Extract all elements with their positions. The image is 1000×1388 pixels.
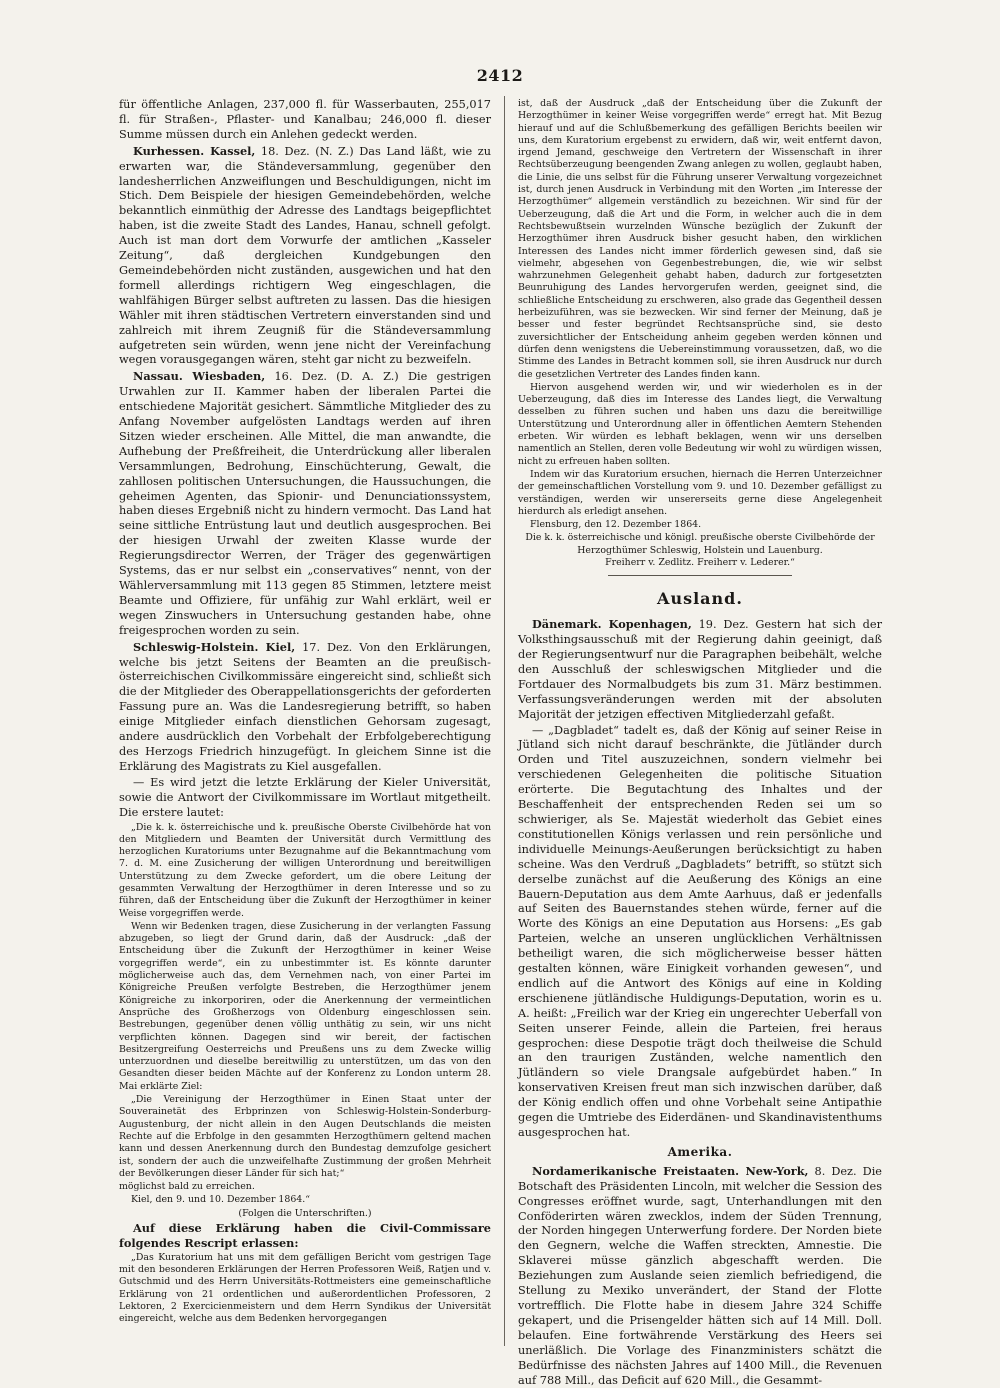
quote-university-3: „Die Vereinigung der Herzogthümer in Einen Staat unter der Souverainetät des Erbprinzen von Schleswig-Holstein-Sonderburg-Augustenburg, der nicht allein in den Augen Deutschlands die meisten Rechte auf die Erbfolge in den gesammten Herzogthümern geltend machen kann und dessen Anerkennung durch den Bundestag demzufolge gesichert ist, sondern der auch die unzweifelhafte Zustimmung der großen Mehrheit der Bevölkerungen dieser Länder für sich hat;“ (119, 1094, 491, 1179)
article-nassau-text: 16. Dez. (D. A. Z.) Die gestrigen Urwahlen zur II. Kammer haben der liberalen Partei die entschiedene Majorität gesichert. Sämmtliche Mitglieder des zu Anfang November aufgelösten Landtags werden auf ihren Sitzen wieder erscheinen. Alle Mittel, die man anwandte, die Aufhebung der Preßfreiheit, die Unterdrückung aller liberalen Versammlungen, Bedrohung, Einschüchterung, Gewalt, die zahllosen politischen Untersuchungen, die Haussuchungen, die geheimen Agenten, das Spionir- und Denunciationssystem, haben dieses Ergebniß nicht zu hindern vermocht. Das Land hat seine sittliche Entrüstung laut und deutlich ausgesprochen. Bei der hiesigen Urwahl der zweiten Klasse wurde der Regierungsdirector Werren, der Träger des gegenwärtigen Systems, das er nur selbst ein „conservatives“ nennt, von der Wählerversammlung mit 113 gegen 85 Stimmen, letztere meist Beamte und Offiziere, für unfähig zur Wahl erklärt, weil er wegen Zinswuchers in Untersuchung gestanden habe, ohne freigesprochen worden zu sein. (119, 370, 492, 637)
dateline-kurhessen: Kurhessen. Kassel, (133, 143, 256, 158)
rescript-date: Flensburg, den 12. Dezember 1864. (530, 519, 702, 531)
rescript-signature-names: Freiherr v. Zedlitz. Freiherr v. Lederer.“ (605, 556, 795, 568)
article-nordamerika-text: 8. Dez. Die Botschaft des Präsidenten Lincoln, mit welcher die Session des Congresses eröffnet wurde, sagt, Unterhandlungen mit den Conföderirten wären zwecklos, indem der Süden Trennung, der Norden hingegen Unterwerfung fordere. Der Norden biete den Gegnern, welche die Waffen streckten, Amnestie. Die Sklaverei müsse gänzlich abgeschafft werden. Die Beziehungen zum Auslande seien ziemlich befriedigend, die Stellung zu Mexiko unverändert, der Stand der Flotte vortrefflich. Die Flotte habe in diesem Jahre 324 Schiffe gekapert, und die Prisengelder hätten sich auf 14 Mill. Doll. belaufen. Eine fortwährende Verstärkung des Heers sei unerläßlich. Die Vorlage des Finanzministers schätzt die Bedürfnisse des nächsten Jahres auf 1400 Mill., die Revenuen auf 788 Mill., das Deficit auf 620 Mill., die Gesammt- (518, 1164, 882, 1387)
rescript-part-3: Hiervon ausgehend werden wir, und wir wiederholen es in der Ueberzeugung, daß dies im Interesse des Landes liegt, die Verwaltung desselben zu führen suchen und haben uns dazu die bereitwillige Unterstützung und Unterordnung aller in öffentlichen Aemtern Stehenden erbeten. Wir würden es lebhaft beklagen, wenn wir uns derselben namentlich an Stellen, deren volle Bedeutung wir wohl zu würdigen wissen, nicht zu erfreuen haben sollten. (518, 381, 882, 467)
paragraph-rescript-intro: Auf diese Erklärung haben die Civil-Commissare folgendes Rescript erlassen: (119, 1221, 491, 1250)
dateline-schleswig-holstein: Schleswig-Holstein. Kiel, (133, 639, 296, 654)
rescript-signature-authority: Die k. k. österreichische und königl. preußische oberste Civilbehörde der Herzogthümer Schleswig, Holstein und Lauenburg. (525, 532, 875, 556)
rescript-part-2: ist, daß der Ausdruck „daß der Entscheidung über die Zukunft der Herzogthümer in keiner Weise vorgegriffen werde“ erregt hat. Mit Bezug hierauf und auf die Schlußbemerkung des gefälligen Berichts beeilen wir uns, dem Kuratorium ergebenst zu erwidern, daß wir, weit entfernt davon, irgend Jemand, geschweige den Vertretern der Wissenschaft in ihrer Rechtsüberzeugung beengenden Zwang anlegen zu wollen, geglaubt haben, die Linie, die uns selbst für die Führung unserer Verwaltung vorgezeichnet ist, durch jenen Ausdruck in Verbindung mit den Worten „im Interesse der Herzogthümer“ allgemein verständlich zu bezeichnen. Wir sind für der Ueberzeugung, daß die Art und die Form, in welcher auch die in dem Rechtsbewußtsein wurzelnden Wünsche bezüglich der Zukunft der Herzogthümer ihren Ausdruck bisher gesucht haben, den wirklichen Interessen des Landes nicht immer förderlich gewesen sind, daß sie vielmehr, abgesehen von Gegenbestrebungen, die, wie wir selbst wahrzunehmen Gelegenheit gehabt haben, dadurch zur fortgesetzten Beunruhigung des Landes hervorgerufen werden, geeignet sind, die schließliche Entscheidung zu erschweren, also grade das Gegentheil dessen herbeizuführen, was sie bezwecken. Wir sind ferner der Meinung, daß je besser und fester begründet Rechtsansprüche sind, sie desto zuversichtlicher der Entscheidung anheim gegeben werden können und dürfen denn wenigstens die Uebereinstimmung voraussetzen, daß, wo die Stimme des Landes in Betracht kommen soll, sie ihren Ausdruck nur durch die gesetzlichen Vertreter des Landes finden kann. (518, 98, 882, 380)
section-heading-ausland: Ausland. (657, 589, 743, 609)
dateline-daenemark: Dänemark. Kopenhagen, (532, 617, 692, 632)
article-kurhessen-text: 18. Dez. (N. Z.) Das Land läßt, wie zu erwarten war, die Ständeversammlung, gegenüber den landesherrlichen Anzweiflungen und Beschuldigungen, nicht im Stich. Dem Beispiele der hiesigen Gemeindebehörden, welche bekanntlich einmüthig der Adresse des Landtags beigepflichtet haben, ist die zweite Stadt des Landes, Hanau, schnell gefolgt. Auch ist man dort dem Vorwurfe der amtlichen „Kasseler Zeitung“, daß dergleichen Kundgebungen den Gemeindebehörden nicht zuständen, ausgewichen und hat den formell allerdings richtigern Weg eingeschlagen, die wahlfähigen Bürger selbst auftreten zu lassen. Das die hiesigen Wähler mit ihren städtischen Vertretern einverstanden sind und zahlreich mit ihrem Zeugniß für die Ständeversammlung aufgetreten sein würden, wenn jene nicht der Vereinfachung wegen vorausgegangen wären, steht gar nicht zu bezweifeln. (119, 144, 491, 367)
page-number: 2412 (476, 66, 524, 85)
quote-university-date: Kiel, den 9. und 10. Dezember 1864.“ (131, 1194, 311, 1206)
divider-rule (608, 575, 792, 576)
article-daenemark (518, 617, 882, 722)
rescript-part-1: „Das Kuratorium hat uns mit dem gefälligen Bericht vom gestrigen Tage mit den besonderen Erklärungen der Herren Professoren Weiß, Ratjen und v. Gutschmid und des Herrn Universitäts-Rottmeisters eine gemeinschaftliche Erklärung von 21 ordentlichen und außerordentlichen Professoren, 2 Lektoren, 2 Exercicienmeistern und dem Herrn Syndikus der Universität eingereicht, welche aus dem Bedenken hervorgegangen (119, 1251, 491, 1325)
article-kurhessen (119, 144, 491, 369)
rescript-part-4: Indem wir das Kuratorium ersuchen, hiernach die Herren Unterzeichner der gemeinschaftlichen Vorstellung vom 9. und 10. Dezember gefälligst zu verständigen, werden wir unsererseits gerne diese Angelegenheit hierdurch als erledigt ansehen. (518, 468, 882, 517)
article-schleswig-text: 17. Dez. Von den Erklärungen, welche bis jetzt Seitens der Beamten an die preußisch-österreichischen Civilkommissäre eingereicht sind, schließt sich die der Mitglieder des Oberappellationsgerichts der geforderten Fassung pure an. Was die Landesregierung betrifft, so haben einige Mitglieder einfach dienstlichen Gehorsam zugesagt, andere ausdrücklich den Vorbehalt der Erbfolgeberechtigung des Herzogs Friedrich hinzugefügt. In gleichem Sinne ist die Erklärung des Magistrats zu Kiel ausgefallen. (119, 640, 491, 773)
article-nordamerika (518, 1164, 882, 1388)
quote-university-2: Wenn wir Bedenken tragen, diese Zusicherung in der verlangten Fassung abzugeben, so liegt der Grund darin, daß der Ausdruck: „daß der Entscheidung über die Zukunft der Herzogthümer in keiner Weise vorgegriffen werde“, ein zu unbestimmter ist. Es könnte darunter möglicherweise auch das, dem Vernehmen nach, von einer Partei im Königreiche Preußen verfolgte Bestreben, die Herzogthümer jenem Königreiche zu inkorporiren, oder die Anerkennung der vermeintlichen Ansprüche des Großherzogs von Oldenburg eingeschlossen sein. Bestrebungen, gegenüber denen völlig unthätig zu sein, wir uns nicht verpflichten können. Dagegen sind wir bereit, der factischen Besitzergreifung Oesterreichs und Preußens uns zu dem Zwecke willig unterzuordnen und dieselbe bereitwillig zu unterstützen, um das von den Gesandten dieser beiden Mächte auf der Konferenz zu London unterm 28. Mai erklärte Ziel: (119, 920, 491, 1092)
quote-university-1: „Die k. k. österreichische und k. preußische Oberste Civilbehörde hat von den Mitgliedern und Beamten der Universität durch Vermittlung des herzoglichen Kuratoriums unter Bezugnahme auf die Bekanntmachung vom 7. d. M. eine Zusicherung der willigen Unterordnung und bereitwilligen Unterstützung zu dem Zwecke gefordert, um die obere Leitung der gesammten Verwaltung der Herzogthümer in deren Interesse und so zu führen, daß der Entscheidung über die Zukunft der Herzogthümer in keiner Weise vorgegriffen werde. (119, 821, 491, 919)
quote-university-4: möglichst bald zu erreichen. (119, 1181, 255, 1193)
dateline-nassau: Nassau. Wiesbaden, (133, 369, 266, 384)
section-heading-amerika: Amerika. (667, 1144, 733, 1159)
dateline-nordamerika: Nordamerikanische Freistaaten. New-York, (532, 1163, 809, 1178)
article-schleswig-holstein (119, 640, 491, 775)
article-daenemark-text: 19. Dez. Gestern hat sich der Volksthingsausschuß mit der Regierung dahin geeinigt, daß der Regierungsentwurf nur die Paragraphen beibehält, welche den Ausschluß der schleswigschen Mitglieder und die Fortdauer des Normalbudgets bis zum 31. März bestimmen. Verfassungsveränderungen werden mit der absoluten Majorität der jetzigen effectiven Mitgliederzahl gefaßt. (518, 618, 882, 721)
article-nassau (119, 369, 491, 638)
paragraph-budget: für öffentliche Anlagen, 237,000 fl. für Wasserbauten, 255,017 fl. für Straßen-, Pflaster- und Kanalbau; 246,000 fl. dieser Summe müssen durch ein Anlehen gedeckt werden. (119, 98, 491, 141)
column-divider (504, 96, 505, 1346)
right-column (518, 98, 882, 1387)
left-column (119, 98, 491, 1348)
paragraph-university-intro: — Es wird jetzt die letzte Erklärung der Kieler Universität, sowie die Antwort der Civilkommissare im Wortlaut mitgetheilt. Die erstere lautet: (119, 775, 491, 819)
signatures-note: (Folgen die Unterschriften.) (238, 1207, 372, 1219)
article-dagbladet: — „Dagbladet“ tadelt es, daß der König auf seiner Reise in Jütland sich nicht darauf beschränkte, die Jütländer durch Orden und Titel auszuzeichnen, sondern vielmehr bei verschiedenen Gelegenheiten die politische Situation erörterte. Die Begutachtung des Inhaltes und der Beschaffenheit der entsprechenden Reden sei um so schwieriger, als Se. Majestät wiederholt das Gebiet eines constitutionellen Königs verlassen und rein persönliche und individuelle Meinungs-Aeußerungen berücksichtigt zu haben scheine. Was den Verdruß „Dagbladets“ betrifft, so stützt sich derselbe zunächst auf die Aeußerung des Königs an eine Bauern-Deputation aus dem Amte Aarhuus, daß er jedenfalls auf Seiten des Bauernstandes stehen würde, ferner auf die Worte des Königs an eine Deputation aus Horsens: „Es gab Parteien, welche an unseren unglücklichen Verhältnissen betheiligt waren, die sich möglicherweise besser hätten gestalten können, wäre Einigkeit vorhanden gewesen“, und endlich auf die Antwort des Königs auf eine in Kolding erschienene jütländische Huldigungs-Deputation, worin es u. A. heißt: „Freilich war der Krieg ein ungerechter Ueberfall von Seiten unserer Feinde, allein die Parteien, frei heraus gesprochen: diese Despotie trägt doch theilweise die Schuld an den traurigen Zuständen, welche namentlich den Jütländern so viele Drangsale aufgebürdet haben.“ In konservativen Kreisen freut man sich inzwischen darüber, daß der König endlich offen und ohne Vorbehalt seine Antipathie gegen die Umtriebe des Eiderdänen- und Skandinavistenthums ausgesprochen hat. (518, 723, 882, 1139)
